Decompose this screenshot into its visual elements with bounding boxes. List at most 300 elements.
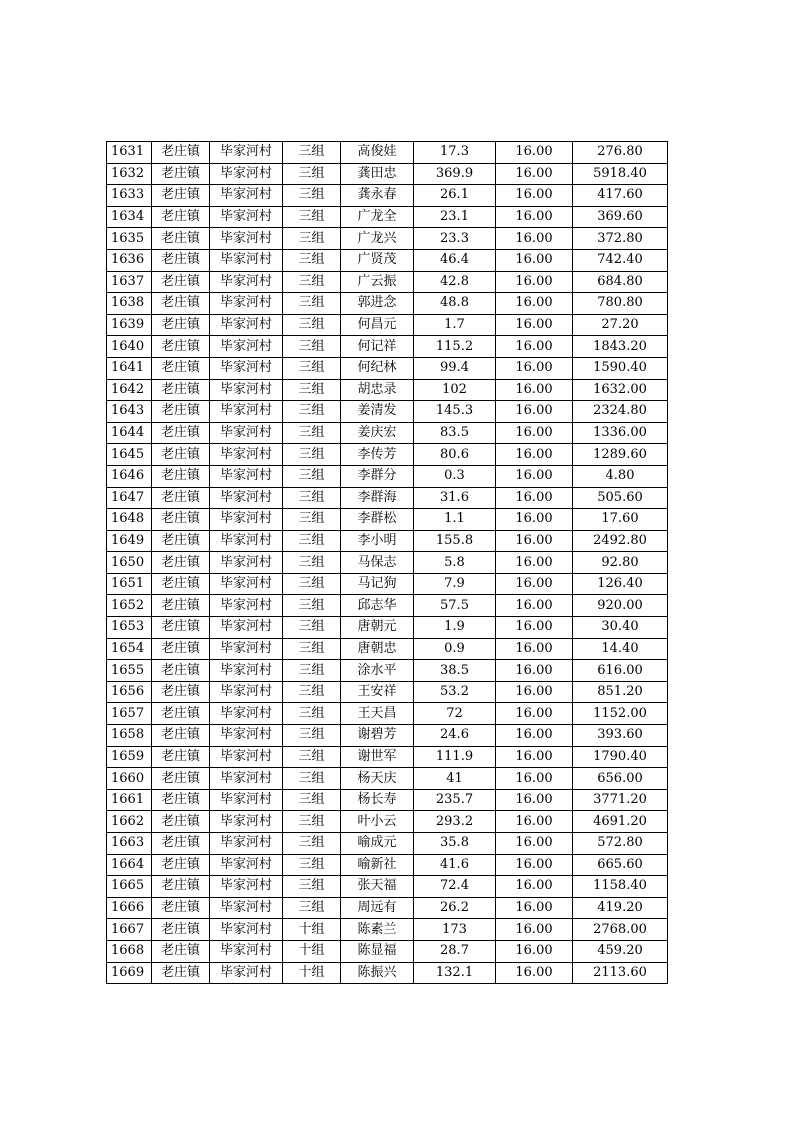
- table-row: [107, 854, 668, 876]
- cell-id: 1665: [107, 876, 152, 898]
- cell-area: 23.3: [414, 228, 496, 250]
- cell-village: 毕家河村: [210, 163, 283, 185]
- cell-rate: 16.00: [496, 444, 573, 466]
- cell-id: 1669: [107, 962, 152, 984]
- cell-amount: 3771.20: [573, 789, 668, 811]
- table-row: [107, 660, 668, 682]
- cell-group: 三组: [283, 811, 341, 833]
- cell-rate: 16.00: [496, 660, 573, 682]
- cell-group: 三组: [283, 228, 341, 250]
- cell-village: 毕家河村: [210, 573, 283, 595]
- cell-area: 5.8: [414, 552, 496, 574]
- cell-name: 广龙兴: [341, 228, 414, 250]
- cell-rate: 16.00: [496, 336, 573, 358]
- cell-name: 谢碧芳: [341, 725, 414, 747]
- table-row: [107, 336, 668, 358]
- cell-area: 31.6: [414, 487, 496, 509]
- table-row: [107, 444, 668, 466]
- cell-town: 老庄镇: [152, 163, 210, 185]
- cell-town: 老庄镇: [152, 617, 210, 639]
- cell-town: 老庄镇: [152, 768, 210, 790]
- cell-area: 155.8: [414, 530, 496, 552]
- cell-town: 老庄镇: [152, 897, 210, 919]
- cell-name: 龚永春: [341, 185, 414, 207]
- cell-area: 57.5: [414, 595, 496, 617]
- cell-name: 喻成元: [341, 833, 414, 855]
- cell-village: 毕家河村: [210, 530, 283, 552]
- cell-village: 毕家河村: [210, 422, 283, 444]
- cell-rate: 16.00: [496, 746, 573, 768]
- cell-village: 毕家河村: [210, 401, 283, 423]
- cell-group: 三组: [283, 249, 341, 271]
- cell-id: 1635: [107, 228, 152, 250]
- cell-rate: 16.00: [496, 897, 573, 919]
- cell-id: 1654: [107, 638, 152, 660]
- cell-village: 毕家河村: [210, 357, 283, 379]
- table-row: [107, 833, 668, 855]
- cell-area: 1.9: [414, 617, 496, 639]
- cell-rate: 16.00: [496, 401, 573, 423]
- cell-town: 老庄镇: [152, 336, 210, 358]
- cell-name: 何纪林: [341, 357, 414, 379]
- cell-group: 十组: [283, 940, 341, 962]
- cell-rate: 16.00: [496, 854, 573, 876]
- table-row: [107, 919, 668, 941]
- cell-name: 高俊娃: [341, 142, 414, 164]
- cell-area: 132.1: [414, 962, 496, 984]
- cell-id: 1645: [107, 444, 152, 466]
- table-row: [107, 271, 668, 293]
- cell-rate: 16.00: [496, 314, 573, 336]
- cell-group: 三组: [283, 142, 341, 164]
- cell-village: 毕家河村: [210, 228, 283, 250]
- cell-amount: 2492.80: [573, 530, 668, 552]
- cell-amount: 851.20: [573, 681, 668, 703]
- cell-rate: 16.00: [496, 422, 573, 444]
- cell-village: 毕家河村: [210, 379, 283, 401]
- cell-village: 毕家河村: [210, 487, 283, 509]
- cell-name: 喻新社: [341, 854, 414, 876]
- cell-area: 42.8: [414, 271, 496, 293]
- table-row: [107, 142, 668, 164]
- cell-rate: 16.00: [496, 185, 573, 207]
- cell-id: 1658: [107, 725, 152, 747]
- cell-amount: 2113.60: [573, 962, 668, 984]
- cell-village: 毕家河村: [210, 509, 283, 531]
- cell-id: 1642: [107, 379, 152, 401]
- table-row: [107, 681, 668, 703]
- cell-town: 老庄镇: [152, 638, 210, 660]
- cell-area: 173: [414, 919, 496, 941]
- cell-group: 三组: [283, 681, 341, 703]
- cell-rate: 16.00: [496, 487, 573, 509]
- cell-id: 1634: [107, 206, 152, 228]
- cell-name: 王安祥: [341, 681, 414, 703]
- cell-amount: 4691.20: [573, 811, 668, 833]
- cell-group: 三组: [283, 530, 341, 552]
- cell-id: 1640: [107, 336, 152, 358]
- table-row: [107, 422, 668, 444]
- cell-area: 72.4: [414, 876, 496, 898]
- cell-name: 张天福: [341, 876, 414, 898]
- table-row: [107, 509, 668, 531]
- cell-town: 老庄镇: [152, 185, 210, 207]
- cell-id: 1636: [107, 249, 152, 271]
- cell-town: 老庄镇: [152, 919, 210, 941]
- cell-group: 三组: [283, 271, 341, 293]
- cell-name: 马保志: [341, 552, 414, 574]
- cell-rate: 16.00: [496, 876, 573, 898]
- cell-amount: 459.20: [573, 940, 668, 962]
- cell-village: 毕家河村: [210, 681, 283, 703]
- cell-amount: 1632.00: [573, 379, 668, 401]
- table-row: [107, 401, 668, 423]
- cell-village: 毕家河村: [210, 293, 283, 315]
- cell-area: 23.1: [414, 206, 496, 228]
- cell-id: 1646: [107, 465, 152, 487]
- cell-town: 老庄镇: [152, 401, 210, 423]
- cell-amount: 780.80: [573, 293, 668, 315]
- cell-rate: 16.00: [496, 509, 573, 531]
- cell-rate: 16.00: [496, 789, 573, 811]
- cell-village: 毕家河村: [210, 595, 283, 617]
- cell-town: 老庄镇: [152, 789, 210, 811]
- data-table: [106, 141, 668, 984]
- cell-rate: 16.00: [496, 617, 573, 639]
- cell-group: 三组: [283, 746, 341, 768]
- cell-town: 老庄镇: [152, 530, 210, 552]
- cell-group: 三组: [283, 595, 341, 617]
- cell-id: 1637: [107, 271, 152, 293]
- cell-rate: 16.00: [496, 681, 573, 703]
- cell-id: 1661: [107, 789, 152, 811]
- cell-amount: 2768.00: [573, 919, 668, 941]
- cell-town: 老庄镇: [152, 876, 210, 898]
- cell-amount: 1158.40: [573, 876, 668, 898]
- cell-name: 杨天庆: [341, 768, 414, 790]
- cell-amount: 14.40: [573, 638, 668, 660]
- cell-name: 何昌元: [341, 314, 414, 336]
- cell-id: 1655: [107, 660, 152, 682]
- cell-area: 35.8: [414, 833, 496, 855]
- table-row: [107, 228, 668, 250]
- cell-village: 毕家河村: [210, 185, 283, 207]
- cell-town: 老庄镇: [152, 552, 210, 574]
- cell-group: 三组: [283, 379, 341, 401]
- cell-rate: 16.00: [496, 552, 573, 574]
- cell-town: 老庄镇: [152, 249, 210, 271]
- cell-town: 老庄镇: [152, 271, 210, 293]
- cell-group: 三组: [283, 206, 341, 228]
- cell-village: 毕家河村: [210, 249, 283, 271]
- cell-rate: 16.00: [496, 271, 573, 293]
- cell-group: 三组: [283, 487, 341, 509]
- cell-name: 涂水平: [341, 660, 414, 682]
- cell-rate: 16.00: [496, 293, 573, 315]
- cell-rate: 16.00: [496, 725, 573, 747]
- cell-amount: 369.60: [573, 206, 668, 228]
- cell-amount: 665.60: [573, 854, 668, 876]
- table-row: [107, 206, 668, 228]
- cell-amount: 616.00: [573, 660, 668, 682]
- cell-name: 龚田忠: [341, 163, 414, 185]
- cell-town: 老庄镇: [152, 573, 210, 595]
- cell-amount: 276.80: [573, 142, 668, 164]
- table-row: [107, 811, 668, 833]
- cell-name: 叶小云: [341, 811, 414, 833]
- cell-town: 老庄镇: [152, 811, 210, 833]
- cell-name: 王天昌: [341, 703, 414, 725]
- cell-id: 1644: [107, 422, 152, 444]
- cell-area: 46.4: [414, 249, 496, 271]
- cell-group: 三组: [283, 876, 341, 898]
- cell-town: 老庄镇: [152, 314, 210, 336]
- cell-amount: 5918.40: [573, 163, 668, 185]
- cell-area: 17.3: [414, 142, 496, 164]
- cell-area: 115.2: [414, 336, 496, 358]
- cell-group: 三组: [283, 293, 341, 315]
- cell-village: 毕家河村: [210, 833, 283, 855]
- table-row: [107, 573, 668, 595]
- cell-amount: 1590.40: [573, 357, 668, 379]
- cell-village: 毕家河村: [210, 789, 283, 811]
- cell-rate: 16.00: [496, 962, 573, 984]
- cell-id: 1663: [107, 833, 152, 855]
- cell-amount: 417.60: [573, 185, 668, 207]
- cell-group: 三组: [283, 703, 341, 725]
- cell-group: 三组: [283, 725, 341, 747]
- cell-name: 姜清发: [341, 401, 414, 423]
- cell-town: 老庄镇: [152, 487, 210, 509]
- cell-amount: 572.80: [573, 833, 668, 855]
- cell-rate: 16.00: [496, 379, 573, 401]
- cell-group: 三组: [283, 617, 341, 639]
- cell-village: 毕家河村: [210, 768, 283, 790]
- cell-group: 三组: [283, 509, 341, 531]
- cell-village: 毕家河村: [210, 271, 283, 293]
- cell-name: 李小明: [341, 530, 414, 552]
- cell-group: 三组: [283, 552, 341, 574]
- cell-rate: 16.00: [496, 833, 573, 855]
- cell-rate: 16.00: [496, 142, 573, 164]
- cell-id: 1641: [107, 357, 152, 379]
- cell-area: 235.7: [414, 789, 496, 811]
- table-row: [107, 746, 668, 768]
- cell-id: 1632: [107, 163, 152, 185]
- cell-group: 三组: [283, 660, 341, 682]
- cell-area: 7.9: [414, 573, 496, 595]
- cell-village: 毕家河村: [210, 314, 283, 336]
- cell-village: 毕家河村: [210, 638, 283, 660]
- cell-area: 41: [414, 768, 496, 790]
- cell-village: 毕家河村: [210, 746, 283, 768]
- table-row: [107, 379, 668, 401]
- cell-village: 毕家河村: [210, 142, 283, 164]
- cell-amount: 2324.80: [573, 401, 668, 423]
- cell-name: 唐朝忠: [341, 638, 414, 660]
- cell-village: 毕家河村: [210, 962, 283, 984]
- cell-id: 1668: [107, 940, 152, 962]
- cell-group: 三组: [283, 185, 341, 207]
- cell-rate: 16.00: [496, 573, 573, 595]
- cell-name: 陈素兰: [341, 919, 414, 941]
- table-row: [107, 595, 668, 617]
- cell-id: 1650: [107, 552, 152, 574]
- cell-rate: 16.00: [496, 919, 573, 941]
- cell-town: 老庄镇: [152, 940, 210, 962]
- cell-village: 毕家河村: [210, 703, 283, 725]
- cell-rate: 16.00: [496, 638, 573, 660]
- cell-id: 1647: [107, 487, 152, 509]
- cell-group: 三组: [283, 768, 341, 790]
- table-row: [107, 876, 668, 898]
- cell-village: 毕家河村: [210, 725, 283, 747]
- table-row: [107, 768, 668, 790]
- cell-village: 毕家河村: [210, 940, 283, 962]
- cell-name: 李群松: [341, 509, 414, 531]
- table-row: [107, 638, 668, 660]
- cell-town: 老庄镇: [152, 379, 210, 401]
- cell-area: 80.6: [414, 444, 496, 466]
- cell-rate: 16.00: [496, 703, 573, 725]
- cell-area: 293.2: [414, 811, 496, 833]
- table-row: [107, 617, 668, 639]
- cell-town: 老庄镇: [152, 465, 210, 487]
- cell-name: 唐朝元: [341, 617, 414, 639]
- cell-amount: 30.40: [573, 617, 668, 639]
- cell-area: 1.1: [414, 509, 496, 531]
- cell-group: 三组: [283, 401, 341, 423]
- cell-area: 38.5: [414, 660, 496, 682]
- cell-village: 毕家河村: [210, 444, 283, 466]
- cell-village: 毕家河村: [210, 552, 283, 574]
- cell-area: 145.3: [414, 401, 496, 423]
- cell-name: 杨长寿: [341, 789, 414, 811]
- table-row: [107, 962, 668, 984]
- cell-rate: 16.00: [496, 357, 573, 379]
- cell-village: 毕家河村: [210, 465, 283, 487]
- cell-group: 三组: [283, 422, 341, 444]
- table-row: [107, 530, 668, 552]
- cell-amount: 1336.00: [573, 422, 668, 444]
- cell-name: 谢世军: [341, 746, 414, 768]
- cell-town: 老庄镇: [152, 746, 210, 768]
- cell-village: 毕家河村: [210, 919, 283, 941]
- table-row: [107, 940, 668, 962]
- cell-id: 1649: [107, 530, 152, 552]
- cell-amount: 372.80: [573, 228, 668, 250]
- table-row: [107, 185, 668, 207]
- cell-amount: 742.40: [573, 249, 668, 271]
- table-row: [107, 897, 668, 919]
- table-row: [107, 789, 668, 811]
- cell-village: 毕家河村: [210, 897, 283, 919]
- table-row: [107, 163, 668, 185]
- cell-area: 0.3: [414, 465, 496, 487]
- cell-town: 老庄镇: [152, 142, 210, 164]
- cell-amount: 92.80: [573, 552, 668, 574]
- cell-id: 1652: [107, 595, 152, 617]
- cell-id: 1664: [107, 854, 152, 876]
- table-row: [107, 703, 668, 725]
- table-body: [107, 142, 668, 984]
- cell-group: 三组: [283, 465, 341, 487]
- cell-group: 十组: [283, 919, 341, 941]
- cell-town: 老庄镇: [152, 681, 210, 703]
- cell-area: 72: [414, 703, 496, 725]
- cell-id: 1643: [107, 401, 152, 423]
- cell-id: 1666: [107, 897, 152, 919]
- cell-rate: 16.00: [496, 163, 573, 185]
- cell-amount: 1152.00: [573, 703, 668, 725]
- cell-amount: 27.20: [573, 314, 668, 336]
- cell-group: 三组: [283, 336, 341, 358]
- cell-rate: 16.00: [496, 206, 573, 228]
- cell-town: 老庄镇: [152, 293, 210, 315]
- cell-group: 三组: [283, 638, 341, 660]
- cell-amount: 920.00: [573, 595, 668, 617]
- cell-group: 三组: [283, 854, 341, 876]
- cell-town: 老庄镇: [152, 228, 210, 250]
- cell-area: 53.2: [414, 681, 496, 703]
- cell-name: 陈显福: [341, 940, 414, 962]
- cell-area: 41.6: [414, 854, 496, 876]
- cell-area: 26.2: [414, 897, 496, 919]
- cell-amount: 1289.60: [573, 444, 668, 466]
- cell-id: 1662: [107, 811, 152, 833]
- cell-area: 102: [414, 379, 496, 401]
- cell-town: 老庄镇: [152, 444, 210, 466]
- cell-village: 毕家河村: [210, 854, 283, 876]
- cell-area: 48.8: [414, 293, 496, 315]
- cell-name: 李群分: [341, 465, 414, 487]
- cell-group: 三组: [283, 833, 341, 855]
- cell-area: 99.4: [414, 357, 496, 379]
- cell-group: 三组: [283, 444, 341, 466]
- cell-id: 1653: [107, 617, 152, 639]
- cell-name: 姜庆宏: [341, 422, 414, 444]
- table-row: [107, 552, 668, 574]
- cell-name: 邱志华: [341, 595, 414, 617]
- cell-town: 老庄镇: [152, 509, 210, 531]
- cell-amount: 4.80: [573, 465, 668, 487]
- cell-amount: 419.20: [573, 897, 668, 919]
- table-row: [107, 357, 668, 379]
- cell-id: 1667: [107, 919, 152, 941]
- cell-amount: 393.60: [573, 725, 668, 747]
- cell-amount: 126.40: [573, 573, 668, 595]
- cell-name: 马记狗: [341, 573, 414, 595]
- cell-name: 何记祥: [341, 336, 414, 358]
- cell-area: 24.6: [414, 725, 496, 747]
- cell-village: 毕家河村: [210, 617, 283, 639]
- cell-id: 1659: [107, 746, 152, 768]
- cell-rate: 16.00: [496, 768, 573, 790]
- cell-name: 李传芳: [341, 444, 414, 466]
- cell-rate: 16.00: [496, 228, 573, 250]
- cell-id: 1631: [107, 142, 152, 164]
- cell-town: 老庄镇: [152, 854, 210, 876]
- cell-village: 毕家河村: [210, 660, 283, 682]
- table-row: [107, 465, 668, 487]
- cell-id: 1656: [107, 681, 152, 703]
- cell-village: 毕家河村: [210, 336, 283, 358]
- cell-rate: 16.00: [496, 940, 573, 962]
- cell-rate: 16.00: [496, 530, 573, 552]
- cell-group: 三组: [283, 314, 341, 336]
- cell-name: 周远有: [341, 897, 414, 919]
- cell-town: 老庄镇: [152, 422, 210, 444]
